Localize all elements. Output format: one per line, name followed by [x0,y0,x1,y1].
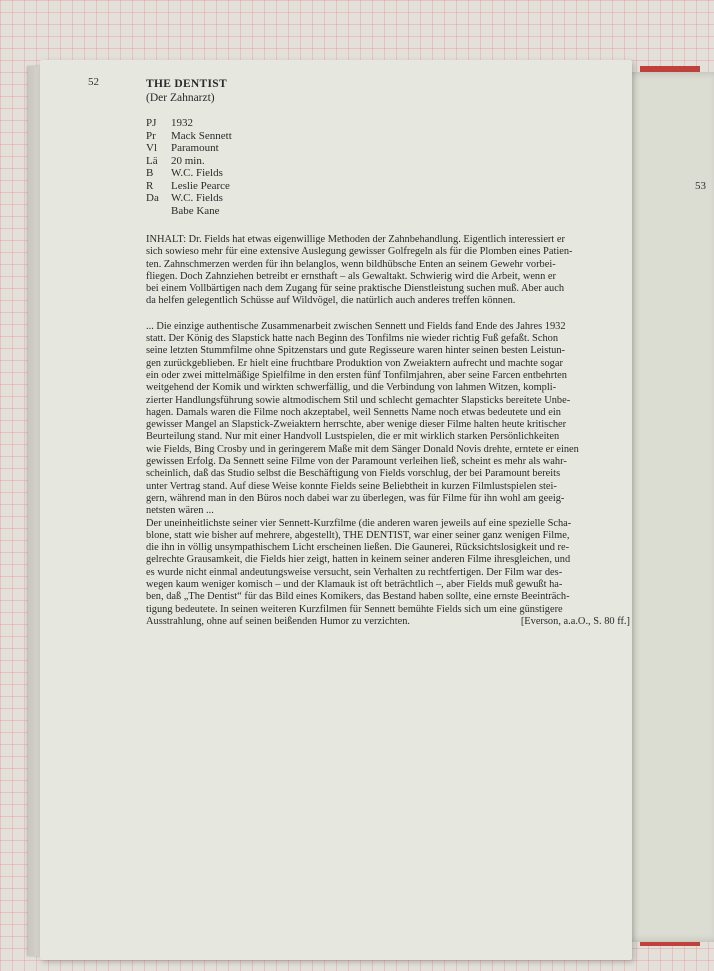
credit-row [146,117,630,130]
review-line-last [146,616,630,628]
credit-row [146,155,630,168]
credit-key: Pr [146,129,156,142]
synopsis-line: da helfen gelegentlich Schüsse auf Wildvögel, die natürlich auch anderes treffen können. [146,295,516,307]
review-line: zierter Handlungsführung sowie altmodischem Stil und schlecht gemachter Slapsticks bereitete Unbe- [146,394,571,406]
review-paragraph [146,321,630,628]
credit-key: Lä [146,154,158,167]
review-line: Der uneinheitlichste seiner vier Sennett-Kurzfilme (die anderen waren jeweils auf eine spezielle Scha- [146,517,572,529]
review-line: gern, während man in den Büros noch dabei war zu überlegen, was für Filme für ihn wohl am geeig- [146,492,565,504]
source-citation: [Everson, a.a.O., S. 80 ff.] [520,615,630,627]
review-line: statt. Der König des Slapstick hatte nach Beginn des Tonfilms nie wieder richtig Fuß gefaßt. Schon [146,333,559,345]
review-line: unter Vertrag stand. Auf diese Weise konnte Fields seine Beliebtheit in kurzen Filmlustspielen stei- [146,480,557,492]
left-page [40,60,632,960]
review-last-text: Ausstrahlung, ohne auf seinen beißenden Humor zu verzichten. [146,615,411,627]
review-line: tigung bedeutete. In seinen weiteren Kurzfilmen für Sennett bemühte Fields sich um eine günstigere [146,603,563,615]
credit-row [146,142,630,155]
synopsis-paragraph [146,234,630,308]
review-line: hagen. Damals waren die Filme noch akzeptabel, weil Sennetts Name noch etwas bedeutete und ein [146,406,561,418]
credit-value: 20 min. [171,154,205,167]
credit-row [146,167,630,180]
credit-key [146,205,171,218]
credit-value: Paramount [171,142,219,154]
review-line: wegen kaum weniger komisch – und der Klamauk ist oft beträchtlich –, aber Fields muß gewußt ha- [146,579,563,591]
credit-key: Vl [146,142,157,154]
film-subtitle: (Der Zahnarzt) [146,92,215,104]
review-line: wie Fields, Bing Crosby und in geringerem Maße mit dem Sänger Donald Novis drehte, erntete er einen [146,443,579,455]
review-line: weitgehend der Komik und wirkten schwerfällig, und die Verbindung von lahmen Witzen, kompli- [146,382,557,394]
credit-row [146,205,630,218]
credits-list [146,117,630,217]
review-line: gewissen Erfolg. Da Sennett seine Filme von der Paramount verleihen ließ, scheint es mehr als wahr- [146,456,567,468]
review-line: ... Die einzige authentische Zusammenarbeit zwischen Sennett und Fields fand Ende des Jahres 1932 [146,320,566,332]
review-line: blone, statt wie bisher auf mehrere, abgestellt), THE DENTIST, war einer seiner ganz wenigen Filme, [146,529,570,541]
credit-key: R [146,179,154,192]
credit-value: W.C. Fields [171,192,223,204]
film-title: THE DENTIST [146,78,227,90]
review-line: scheinlich, daß das Studio selbst die Beschäftigung von Fields vorschlug, der bei Paramount bereits [146,468,561,480]
review-line: es wurde nicht einmal andeutungsweise versucht, sein Verhalten zu rechtfertigen. Der Film war des- [146,566,563,578]
credit-key: PJ [146,117,157,129]
credit-row [146,192,630,205]
review-line: netsten wären ... [146,505,214,517]
review-line: gewisser Mangel an Slapstick-Zweiaktern herrschte, aber wenige dieser Filme halten heute kritischer [146,419,567,431]
credit-row [146,130,630,143]
review-line: die ihn in völlig unsympathischem Licht erscheinen ließen. Die Gaunerei, Rücksichtslosigkeit und re- [146,542,570,554]
synopsis-line: INHALT: Dr. Fields hat etwas eigenwillige Methoden der Zahnbehandlung. Eigentlich interessiert er [146,234,565,245]
review-line: gen zurückgeblieben. Er hielt eine fruchtbare Produktion von Zweiaktern aufrecht und machte sogar [146,357,563,369]
synopsis-line: fliegen. Doch Zahnziehen betreibt er ernsthaft – als Gewaltakt. Schwierig wird die Arbeit, wenn er [146,270,556,282]
page-content [146,78,630,628]
credit-value: Leslie Pearce [171,179,230,192]
credit-value: Babe Kane [171,204,220,217]
review-line: gelrechte Grausamkeit, die Fields hier zeigt, hatten in keinem seiner anderen Filme ihresgleichen, und [146,554,571,566]
synopsis-line: bei einem Vollbärtigen nach dem Zugang für seine praktische Dienstleistung suchen muß. Aber auch [146,283,565,295]
review-line: Beurteilung stand. Nur mit einer Handvoll Lustspielen, die er mit wirklich starken Persönlichkeiten [146,431,560,443]
credit-key: B [146,167,154,179]
credit-value: Mack Sennett [171,129,232,142]
right-page [624,72,714,942]
synopsis-line: ten. Zahnschmerzen werden für ihn belanglos, wenn bildhübsche Enten an seinem Gewehr vorbei- [146,258,556,270]
credit-value: W.C. Fields [171,167,223,179]
right-page-number: 53 [695,180,706,192]
credit-value: 1932 [171,117,193,129]
review-line: seine letzten Stummfilme ohne Spitzenstars und gute Regisseure waren hinter seinen besten Leistun- [146,345,565,357]
review-line: ein oder zwei mittelmäßige Spielfilme in den ersten fünf Tonfilmjahren, aber seine Farcen entbehrten [146,369,567,381]
credit-key: Da [146,192,159,204]
credit-row [146,180,630,193]
review-line: ben, daß „The Dentist“ für das Bild eines Komikers, das Bestand haben sollte, eine ernste Beeinträch- [146,591,570,603]
left-page-number: 52 [88,76,99,88]
synopsis-line: sich sowieso mehr für eine extensive Auslegung gewisser Golfregeln als für die Plomben eines Patien- [146,246,573,258]
